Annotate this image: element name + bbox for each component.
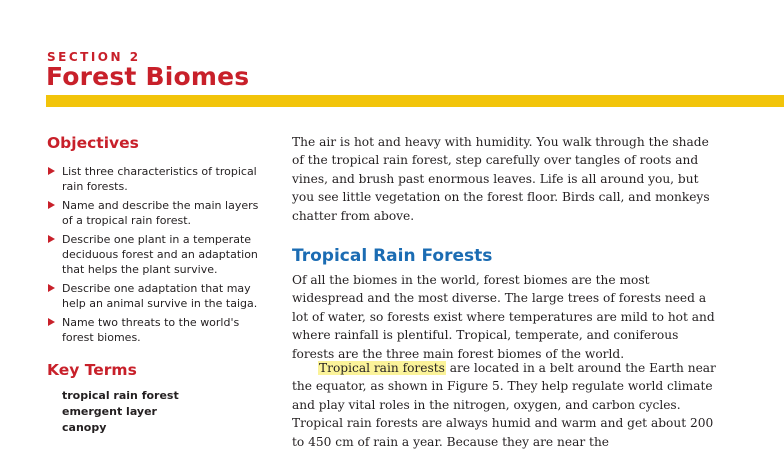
key-terms-heading: Key Terms — [47, 361, 137, 379]
objective-item — [47, 281, 269, 311]
objective-text: Describe one plant in a temperate deciduous forest and an adaptation that helps the plant survive. — [62, 233, 258, 276]
triangle-bullet-icon — [48, 235, 55, 243]
intro-paragraph: The air is hot and heavy with humidity. You walk through the shade of the tropical rain forest, step carefully over tangles of roots and vines, and brush past enormous leaves. Life is all around you, but you see little vegetation on the forest floor. Birds call, and monkeys chatter from above. — [292, 135, 710, 223]
key-terms-list — [62, 388, 179, 436]
key-term: canopy — [62, 421, 107, 434]
key-term: tropical rain forest — [62, 389, 179, 402]
objective-text: Name two threats to the world's forest biomes. — [62, 316, 240, 344]
triangle-bullet-icon — [48, 318, 55, 326]
key-term: emergent layer — [62, 405, 157, 418]
section-title: Forest Biomes — [46, 62, 250, 91]
objective-text: Name and describe the main layers of a tropical rain forest. — [62, 199, 259, 227]
objective-item — [47, 164, 269, 194]
highlighted-key-term: Tropical rain forests — [319, 361, 445, 375]
section-label: SECTION 2 — [47, 50, 141, 64]
triangle-bullet-icon — [48, 201, 55, 209]
subheading-tropical-rain-forests: Tropical Rain Forests — [292, 246, 493, 266]
body-paragraph-2-text: are located in a belt around the Earth near the equator, as shown in Figure 5. They help regulate world climate and play vital roles in the nitrogen, oxygen, and carbon cycles. Tropical rain forests are always humid and warm and get about 200 to 450 cm of rain a year. Because they are near the — [292, 361, 716, 449]
triangle-bullet-icon — [48, 284, 55, 292]
objective-item — [47, 198, 269, 228]
objective-text: Describe one adaptation that may help an animal survive in the taiga. — [62, 282, 258, 310]
title-rule — [46, 95, 784, 107]
objectives-list — [47, 164, 269, 349]
objective-item — [47, 232, 269, 277]
objectives-heading: Objectives — [47, 134, 139, 152]
objective-item — [47, 315, 269, 345]
body-paragraph-1: Of all the biomes in the world, forest biomes are the most widespread and the most diverse. The large trees of forests need a lot of water, so forests exist where temperatures are mild to hot and where rainfall is plentiful. Tropical, temperate, and coniferous forests are the three main forest biomes of the world. — [292, 273, 715, 361]
body-paragraph-2 — [292, 359, 722, 451]
objective-text: List three characteristics of tropical rain forests. — [62, 165, 257, 193]
triangle-bullet-icon — [48, 167, 55, 175]
